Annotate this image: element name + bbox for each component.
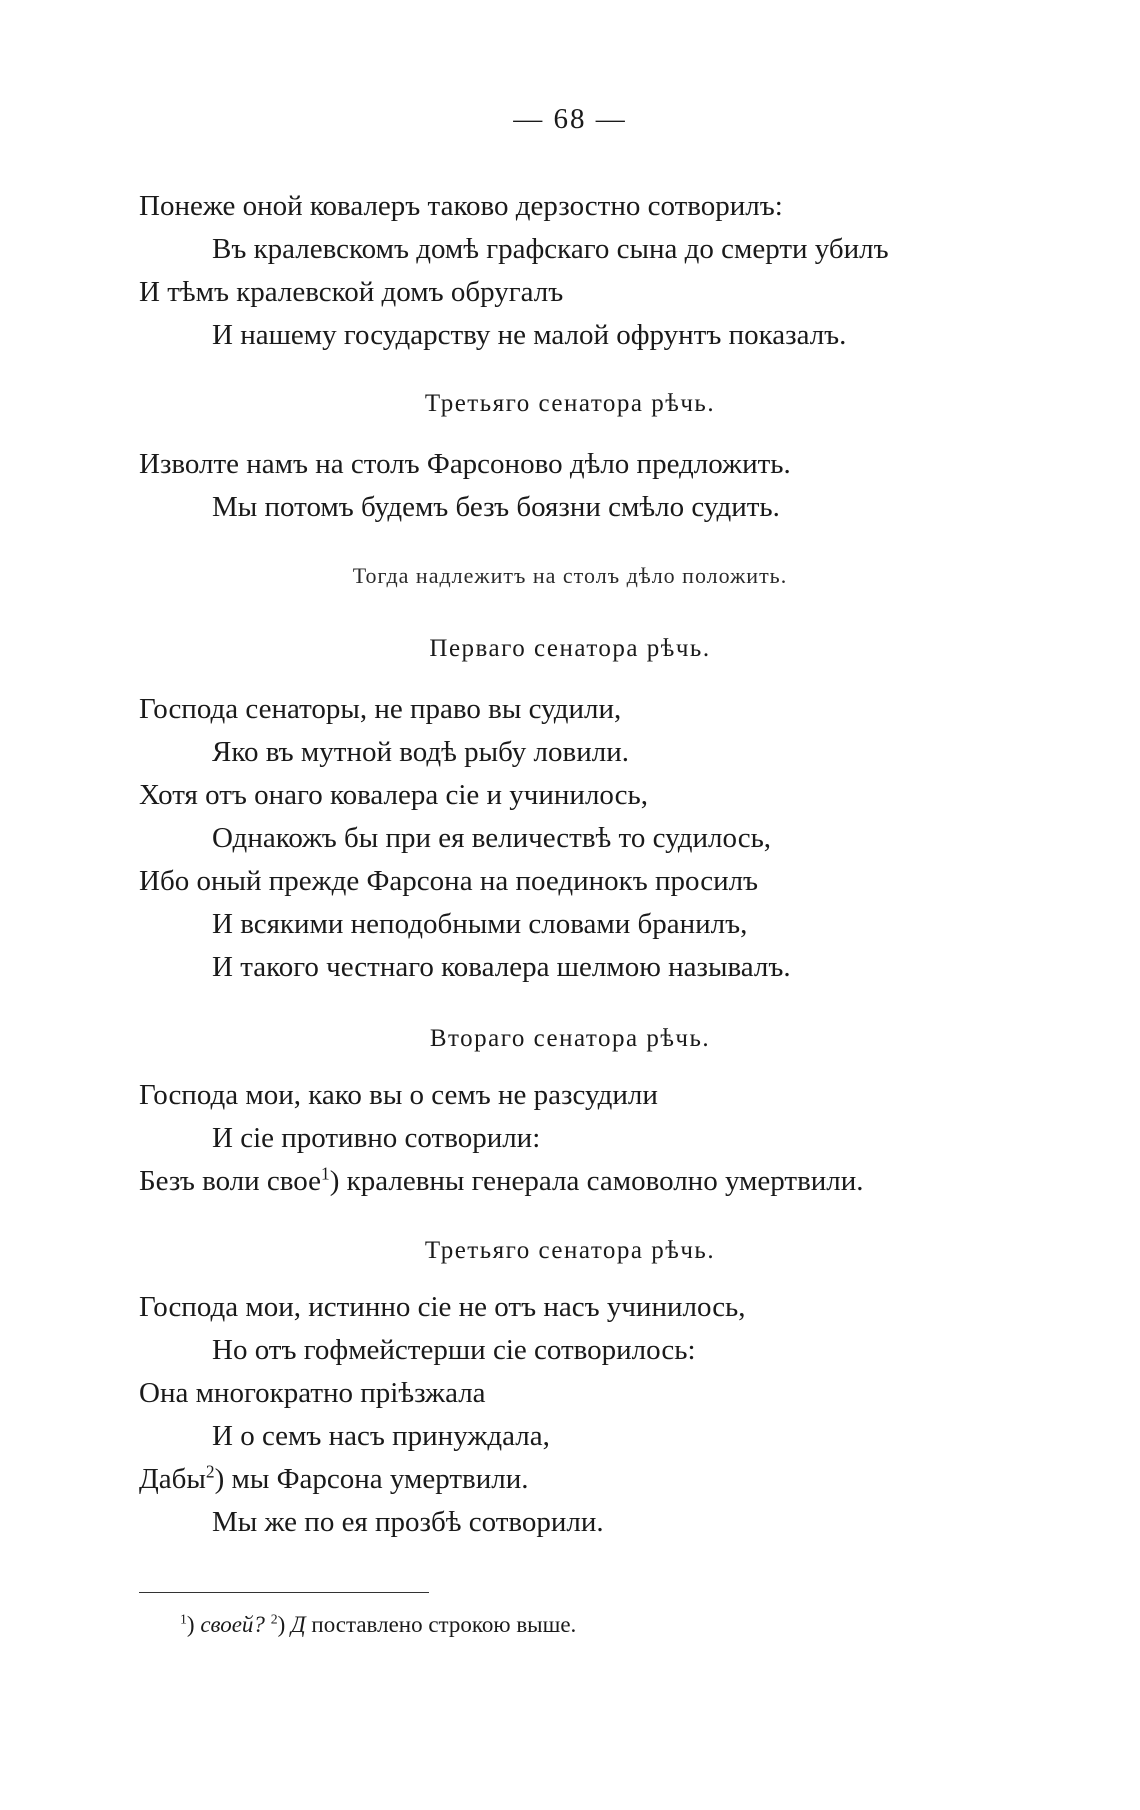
verse-line bbox=[139, 1290, 746, 1324]
verse-text: Въ кралевскомъ домѣ графскаго сына до смерти убилъ bbox=[212, 233, 889, 265]
footnote-reference: 2 bbox=[205, 1461, 215, 1482]
footnote-reference: 1 bbox=[321, 1163, 330, 1184]
verse-text: Мы потомъ будемъ безъ боязни смѣло судить. bbox=[212, 491, 780, 523]
verse-text: Безъ воли свое bbox=[139, 1165, 322, 1197]
verse-text: Господа сенаторы, не право вы судили, bbox=[139, 693, 622, 725]
verse-line bbox=[212, 821, 771, 855]
verse-text: Господа мои, како вы о семъ не разсудили bbox=[139, 1079, 658, 1111]
verse-text: Но отъ гофмейстерши сіе сотворилось: bbox=[212, 1334, 696, 1366]
speaker-heading: Третьяго сенатора рѣчь. bbox=[424, 1237, 716, 1264]
verse-text-continued: ) кралевны генерала самоволно умертвили. bbox=[329, 1165, 864, 1197]
verse-line bbox=[139, 1164, 864, 1198]
verse-line bbox=[212, 490, 780, 524]
verse-text: Она многократно пріѣзжала bbox=[139, 1377, 486, 1409]
verse-line bbox=[139, 864, 758, 898]
verse-line bbox=[139, 447, 791, 481]
verse-text: Ибо оный прежде Фарсона на поединокъ просилъ bbox=[139, 865, 759, 897]
verse-line bbox=[139, 275, 563, 309]
verse-text: Изволте намъ на столъ Фарсоново дѣло предложить. bbox=[139, 448, 791, 480]
verse-line bbox=[212, 950, 791, 984]
verse-line bbox=[212, 1121, 540, 1155]
footnote-paren-1: ) bbox=[186, 1612, 201, 1637]
verse-text: Мы же по ея прозбѣ сотворили. bbox=[212, 1506, 604, 1538]
verse-line bbox=[212, 318, 846, 352]
page-number: — 68 — bbox=[513, 103, 627, 135]
verse-line bbox=[212, 232, 889, 266]
verse-line bbox=[212, 1333, 696, 1367]
verse-text: И о семъ насъ принуждала, bbox=[212, 1420, 550, 1452]
verse-text-continued: ) мы Фарсона умертвили. bbox=[214, 1463, 529, 1495]
footnote-marker-2: 2 bbox=[270, 1611, 278, 1627]
stage-direction: Тогда надлежитъ на столъ дѣло положить. bbox=[352, 563, 788, 588]
verse-line bbox=[139, 1078, 658, 1112]
verse-text: И тѣмъ кралевской домъ обругалъ bbox=[139, 276, 564, 308]
verse-line bbox=[139, 778, 648, 812]
footnote-paren-2: ) bbox=[277, 1612, 292, 1637]
speaker-heading: Перваго сенатора рѣчь. bbox=[429, 635, 711, 662]
verse-text: Господа мои, истинно сіе не отъ насъ учинилось, bbox=[139, 1291, 746, 1323]
verse-line bbox=[212, 1419, 550, 1453]
footnote-text: поставлено строкою выше. bbox=[305, 1612, 577, 1637]
verse-text: Хотя отъ онаго ковалера сіе и учинилось, bbox=[139, 779, 648, 811]
verse-line bbox=[212, 735, 629, 769]
footnote-note-2: Д bbox=[291, 1612, 306, 1637]
verse-text: Яко въ мутной водѣ рыбу ловили. bbox=[212, 736, 629, 768]
verse-text: Однакожъ бы при ея величествѣ то судилось, bbox=[212, 822, 772, 854]
verse-line bbox=[212, 907, 747, 941]
verse-text: И нашему государству не малой офрунтъ показалъ. bbox=[212, 319, 847, 351]
verse-text: И всякими неподобными словами бранилъ, bbox=[212, 908, 748, 940]
verse-text: Дабы bbox=[139, 1463, 206, 1495]
verse-line bbox=[139, 1376, 486, 1410]
footnote-note-1: своей? bbox=[200, 1612, 265, 1637]
verse-line bbox=[139, 692, 621, 726]
speaker-heading: Втораго сенатора рѣчь. bbox=[429, 1025, 711, 1052]
footnote bbox=[180, 1612, 576, 1638]
verse-line bbox=[139, 189, 783, 223]
footnote-rule bbox=[139, 1592, 429, 1593]
verse-text: И сіе противно сотворили: bbox=[212, 1122, 541, 1154]
verse-text: Понеже оной ковалеръ таково дерзостно сотворилъ: bbox=[139, 190, 783, 222]
verse-line bbox=[212, 1505, 604, 1539]
speaker-heading: Третьяго сенатора рѣчь. bbox=[424, 390, 716, 417]
verse-line bbox=[139, 1462, 528, 1496]
verse-text: И такого честнаго ковалера шелмою называлъ. bbox=[212, 951, 791, 983]
footnote-marker-1: 1 bbox=[180, 1611, 187, 1627]
